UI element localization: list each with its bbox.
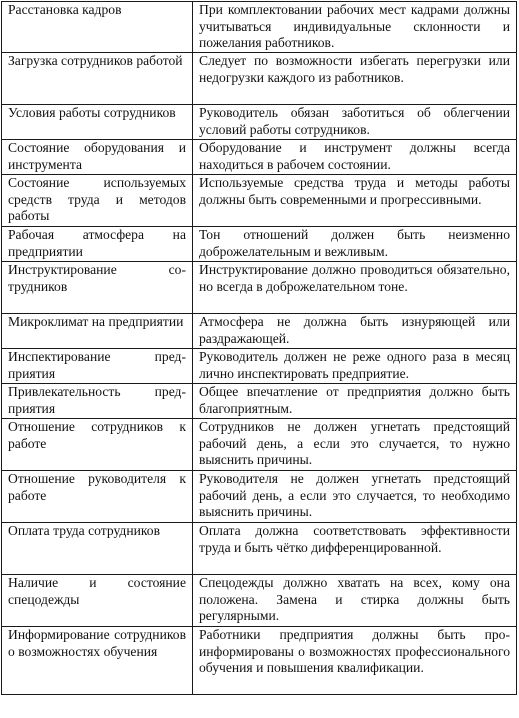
requirement-cell: Инструктирование должно проводиться обязательно, но всегда в доброжелательном тоне.	[193, 262, 517, 314]
requirement-cell: Сотрудников не должен угнетать предстоящий рабочий день, а если это случается, то нужно выяснить причины.	[193, 419, 517, 471]
factor-cell: Расстановка кадров	[2, 2, 193, 53]
factor-cell: Отношение руководителя к работе	[2, 471, 193, 523]
requirement-cell: Общее впечатление от предприятия должно быть благоприятным.	[193, 384, 517, 419]
requirement-cell: Следует по возможности избегать перегрузки или недогрузки каждого из работников.	[193, 53, 517, 105]
requirement-cell: Оплата должна соответствовать эффективности труда и быть чётко дифференцированной.	[193, 523, 517, 575]
requirement-cell: Руководитель обязан заботиться об облегчении условий работы сотрудников.	[193, 105, 517, 140]
table-row	[2, 2, 517, 53]
factor-cell: Инструктирование сотрудников	[2, 262, 193, 314]
factor-cell: Привлекательность предприятия	[2, 384, 193, 419]
factor-cell: Инспектирование предприятия	[2, 349, 193, 384]
table-row	[2, 140, 517, 175]
requirement-cell: Используемые средства труда и методы работы должны быть современными и прогрессивными.	[193, 175, 517, 227]
table-row	[2, 419, 517, 471]
table-row	[2, 175, 517, 227]
requirements-table	[1, 1, 517, 695]
requirement-cell: Атмосфера не должна быть изнуряющей или раздражающей.	[193, 314, 517, 349]
table-row	[2, 575, 517, 627]
table-row	[2, 262, 517, 314]
table-row	[2, 53, 517, 105]
table-row	[2, 105, 517, 140]
factor-cell: Отношение сотрудников к работе	[2, 419, 193, 471]
factor-cell: Состояние используемых средств труда и методов работы	[2, 175, 193, 227]
table-row	[2, 349, 517, 384]
table-row	[2, 227, 517, 262]
factor-cell: Микроклимат на предприятии	[2, 314, 193, 349]
requirement-cell: Руководителя не должен угнетать предстоящий рабочий день, а если это случается, то необходимо выяснить причины.	[193, 471, 517, 523]
requirement-cell: Работники предприятия должны быть проинформированы о возможностях профессионального обучения и повышения квалификации.	[193, 627, 517, 695]
requirement-cell: Спецодежды должно хватать на всех, кому она положена. Замена и стирка должны быть регулярными.	[193, 575, 517, 627]
factor-cell: Информирование сотрудников о возможностях обучения	[2, 627, 193, 695]
table-row	[2, 471, 517, 523]
requirement-cell: При комплектовании рабочих мест кадрами должны учитываться индивидуальные склонности и пожелания работников.	[193, 2, 517, 53]
requirement-cell: Оборудование и инструмент должны всегда находиться в рабочем состоянии.	[193, 140, 517, 175]
factor-cell: Загрузка сотрудников работой	[2, 53, 193, 105]
factor-cell: Наличие и состояние спецодежды	[2, 575, 193, 627]
factor-cell: Оплата труда сотрудников	[2, 523, 193, 575]
factor-cell: Условия работы сотрудников	[2, 105, 193, 140]
factor-cell: Рабочая атмосфера на предприятии	[2, 227, 193, 262]
table-row	[2, 523, 517, 575]
requirement-cell: Тон отношений должен быть неизменно доброжелательным и вежливым.	[193, 227, 517, 262]
table-row	[2, 314, 517, 349]
requirement-cell: Руководитель должен не реже одного раза в месяц лично инспектировать предприятие.	[193, 349, 517, 384]
factor-cell: Состояние оборудования и инструмента	[2, 140, 193, 175]
table-row	[2, 627, 517, 695]
table-row	[2, 384, 517, 419]
